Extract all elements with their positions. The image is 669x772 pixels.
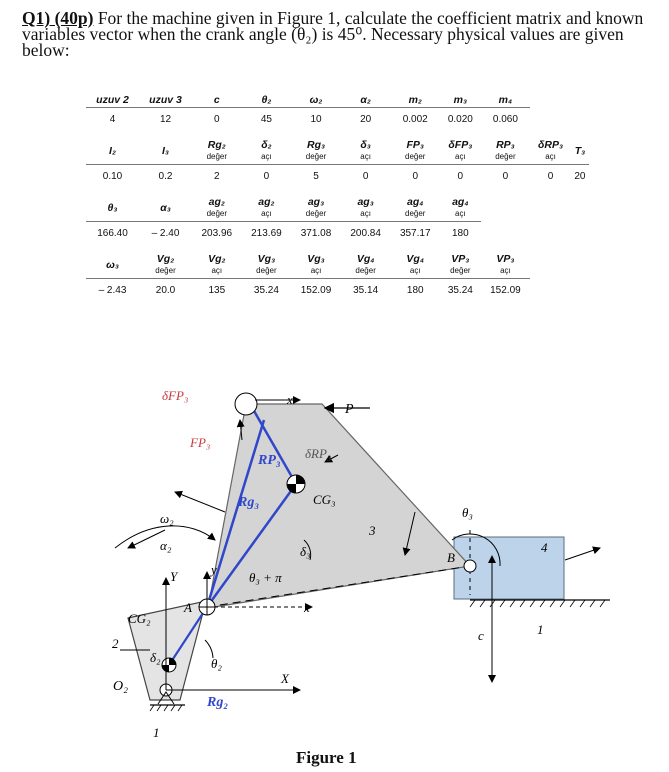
table-cell: 4	[109, 113, 116, 125]
table-header-cell: Vg₃ açı	[291, 252, 341, 279]
table-header-cell: RP₃ değer	[481, 138, 531, 165]
table-header-cell: m₄	[481, 92, 531, 108]
table-header-cell: Vg₄ değer	[341, 252, 391, 279]
table-cell: 45	[260, 113, 272, 125]
table-cell: 0	[457, 170, 464, 182]
label-Rg2: Rg₂	[207, 695, 229, 710]
label-x-top: x	[287, 392, 293, 407]
table-cell: 180	[406, 284, 424, 296]
label-A: A	[184, 600, 192, 615]
question-body: For the machine given in Figure 1, calculate the coefficient matrix and known variables vector when the crank angle (θ₂) is 45⁰. Necessary physical values are given below:	[22, 8, 644, 60]
table-header-cell: θ₂	[242, 92, 292, 108]
rg3-arrow-left	[175, 492, 225, 512]
label-CG3: CG₃	[313, 492, 336, 507]
table-cell: 203.96	[201, 227, 233, 239]
table-cell: 180	[451, 227, 469, 239]
label-delta2: δ₂	[150, 650, 161, 665]
table-header-cell: ag₄ değer	[390, 195, 440, 222]
table-cell: 152.09	[300, 284, 332, 296]
label-B: B	[447, 550, 455, 565]
label-alpha2: α₂	[160, 538, 172, 553]
table-cell: 2	[214, 170, 220, 182]
table-cell: 0	[547, 170, 554, 182]
table-header-cell: uzuv 3	[139, 92, 192, 108]
table-cell: 166.40	[97, 227, 128, 239]
label-theta2: θ₂	[211, 656, 222, 671]
table-cell: 0.020	[447, 113, 473, 125]
table-cell: 135	[208, 284, 226, 296]
label-link2: 2	[112, 636, 119, 651]
table-header-cell: I₂	[86, 138, 139, 165]
table-header-cell: ω₃	[86, 252, 139, 279]
table-cell: 0	[502, 170, 509, 182]
question-label: Q1) (40p)	[22, 8, 94, 28]
table-header-cell: Vg₂ değer	[139, 252, 192, 279]
label-delta3: δ₃	[300, 544, 311, 559]
table-cell: 12	[159, 113, 172, 125]
table-header-cell: Vg₂ açı	[192, 252, 242, 279]
table-header-cell: ag₃ açı	[341, 195, 391, 222]
table-cell: 213.69	[251, 227, 282, 239]
table-header-cell: m₂	[390, 92, 440, 108]
link4-arrow	[565, 548, 600, 560]
label-P: P	[345, 402, 354, 417]
table-header-cell: α₃	[139, 195, 192, 222]
table-cell: 371.08	[300, 227, 332, 239]
label-Y: Y	[170, 569, 178, 584]
table-header-cell: α₂	[341, 92, 391, 108]
figure-caption: Figure 1	[296, 748, 357, 767]
table-cell: 0.060	[492, 113, 518, 125]
table-cell: 35.14	[353, 284, 379, 296]
label-dFP3: δFP₃	[162, 388, 189, 403]
table-cell: 0	[263, 170, 270, 182]
table-cell: 20	[574, 170, 586, 182]
table-cell: 35.24	[447, 284, 473, 296]
table-header-cell: FP₃ değer	[390, 138, 440, 165]
table-header-cell: δ₃ açı	[341, 138, 391, 165]
table-header-cell: δFP₃ açı	[440, 138, 481, 165]
label-ground1-bottom: 1	[153, 725, 160, 740]
table-header-cell: I₃	[139, 138, 192, 165]
table-header-cell: ω₂	[291, 92, 341, 108]
table-cell: 0.002	[402, 113, 428, 125]
label-theta3pi: θ₃ + π	[249, 570, 282, 585]
table-cell: 35.24	[253, 284, 279, 296]
table-cell: 0.10	[102, 170, 123, 182]
table-header-cell: Vg₃ değer	[242, 252, 292, 279]
table-header-cell: δ₂ açı	[242, 138, 292, 165]
label-y: y	[211, 562, 217, 577]
table-header-cell: m₃	[440, 92, 481, 108]
table-cell: 10	[310, 113, 322, 125]
table-cell: 152.09	[490, 284, 521, 296]
table-header-cell: ag₄ açı	[440, 195, 481, 222]
table-cell: 5	[313, 170, 319, 182]
label-x-mid: x	[304, 600, 310, 615]
table-cell: 20	[360, 113, 372, 125]
table-cell: 0	[214, 113, 220, 125]
label-CG2: CG₂	[128, 611, 151, 626]
label-RP3: RP₃	[258, 453, 281, 468]
table-header-cell: Vg₄ açı	[390, 252, 440, 279]
table-header-cell: Rg₂ değer	[192, 138, 242, 165]
table-cell: 0	[412, 170, 419, 182]
label-theta3: θ₃	[462, 505, 473, 520]
label-omega2: ω₂	[160, 511, 174, 526]
table-header-cell: c	[192, 92, 242, 108]
top-pin	[235, 393, 257, 415]
table-header-cell: ag₂ açı	[242, 195, 292, 222]
table-header-cell: uzuv 2	[86, 92, 139, 108]
table-header-cell: T₃	[571, 138, 589, 165]
table-header-cell: θ₃	[86, 195, 139, 222]
table-header-cell: ag₃ değer	[291, 195, 341, 222]
table-header-cell: Rg₃ değer	[291, 138, 341, 165]
label-link4: 4	[541, 540, 548, 555]
label-O2: O₂	[113, 679, 128, 694]
table-cell: – 2.43	[98, 284, 127, 296]
label-X: X	[281, 671, 289, 686]
table-cell: 357.17	[399, 227, 431, 239]
label-Rg3: Rg₃	[238, 495, 260, 510]
label-FP3: FP₃	[190, 435, 211, 450]
ground-hatch-right	[470, 600, 605, 607]
table-header-cell: δRP₃ açı	[530, 138, 571, 165]
table-cell: 0.2	[158, 170, 173, 182]
table-header-cell: VP₃ açı	[481, 252, 531, 279]
table-cell: 20.0	[155, 284, 176, 296]
table-header-cell: VP₃ değer	[440, 252, 481, 279]
table-cell: 200.84	[350, 227, 381, 239]
table-cell: – 2.40	[151, 227, 180, 239]
label-c: c	[478, 628, 484, 643]
table-cell: 0	[362, 170, 369, 182]
table-header-cell: ag₂ değer	[192, 195, 242, 222]
label-link3: 3	[369, 523, 376, 538]
pin-B	[464, 560, 476, 572]
label-ground1-right: 1	[537, 622, 544, 637]
label-dRP3: δRP₃	[305, 446, 332, 461]
